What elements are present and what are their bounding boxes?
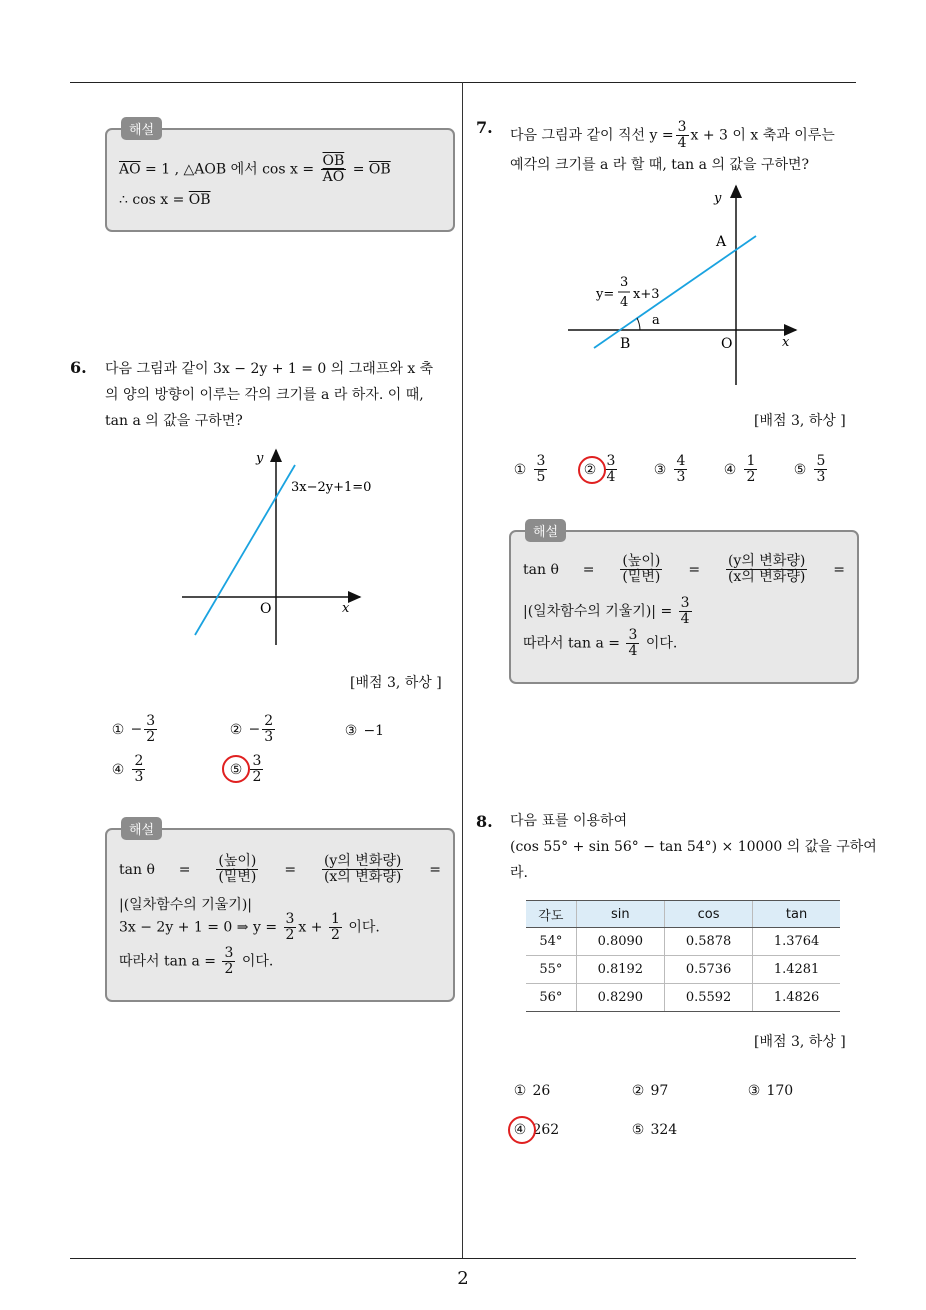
page-number: 2 [457,1268,469,1289]
line-label-num: 3 [620,275,629,290]
option-3[interactable]: ③ −1 [344,723,385,739]
score-label: [배점 3, 하상 ] [350,675,442,691]
explanation-box-q7: 해설 tan θ = $\frac{\text{(높이)}}{\text{(밑변)}}$ = $\frac{\text{(y의 변화량)}}{\text{(x의 변화량)}}$ = |(일차함수의 기울기)| = $\frac{3}{4}$ 따라서 tan a = $\frac{3}{4}$ 이다. [509,530,859,684]
table-row: 54° 0.8090 0.5878 1.3764 [526,928,840,956]
graph-line [195,465,295,635]
table-row: 56° 0.8290 0.5592 1.4826 [526,984,840,1012]
question-number: 7. [476,118,493,137]
question-number: 6. [70,358,87,377]
line-label-suffix: x+3 [633,287,660,302]
option-2[interactable]: ② 97 [631,1083,669,1099]
table-header: tan [753,901,840,928]
explanation-q7-line2: |(일차함수의 기울기)| = $\frac{3}{4}$ [523,595,690,627]
option-5[interactable]: ⑤ $\frac{3}{2}$ [229,753,262,785]
table-header: 각도 [526,901,576,928]
explanation-q5-line1: $\overline{AO} = 1$ , △AOB 에서 cos x = $\frac{\overline{OB}}{AO}$ = $\overline{OB}$ [119,153,391,185]
line-label-den: 4 [620,295,629,310]
option-4[interactable]: ④ $\frac{2}{3}$ [111,753,144,785]
score-label: [배점 3, 하상 ] [754,413,846,429]
explanation-q6-line4: 따라서 tan a = $\frac{3}{2}$ 이다. [119,945,274,977]
explanation-q7-line1: tan θ = $\frac{\text{(높이)}}{\text{(밑변)}}$ = $\frac{\text{(y의 변화량)}}{\text{(x의 변화량)}}$ = [523,553,845,585]
explanation-q6-line2: |(일차함수의 기울기)| [119,897,252,913]
point-b-label: B [620,336,631,352]
x-axis-label: x [782,335,790,350]
option-1[interactable]: ① 26 [513,1083,551,1099]
explanation-tag: 해설 [121,117,162,140]
option-4[interactable]: ④ 262 [513,1122,560,1138]
option-3[interactable]: ③ $\frac{4}{3}$ [653,453,686,485]
question-8-text: 다음 표를 이용하여 (cos 55° + sin 56° − tan 54°) × 10000 의 값을 구하여 라. [510,813,877,881]
q7-graph [560,180,820,395]
table-row: 55° 0.8192 0.5736 1.4281 [526,956,840,984]
question-number: 8. [476,812,493,831]
bottom-rule [70,1258,856,1259]
angle-arc [637,318,640,330]
option-1[interactable]: ① $\frac{3}{5}$ [513,453,546,485]
origin-label: O [260,601,272,617]
fraction: $\frac{\overline{OB}}{AO}$ [322,153,345,185]
table-header: cos [664,901,752,928]
point-a-label: A [716,234,727,250]
line-label-prefix: y= [596,287,615,302]
option-2[interactable]: ② − $\frac{2}{3}$ [229,713,274,745]
y-axis-label: y [256,451,264,466]
q6-graph [170,440,400,650]
column-divider [462,82,463,1258]
option-1[interactable]: ① − $\frac{3}{2}$ [111,713,156,745]
score-label: [배점 3, 하상 ] [754,1034,846,1050]
explanation-box-q6: 해설 tan θ = $\frac{\text{(높이)}}{\text{(밑변)}}$ = $\frac{\text{(y의 변화량)}}{\text{(x의 변화량)}}$ = |(일차함수의 기울기)| 3x − 2y + 1 = 0 ⇒ y = $\frac{3}{2}$ x + $\frac{1}{2}$ 이다. 따라서 tan a = $\frac{3}{2}$ 이다. [105,828,455,1002]
option-2[interactable]: ② $\frac{3}{4}$ [583,453,616,485]
explanation-box-q5 [105,123,455,232]
explanation-q7-line3: 따라서 tan a = $\frac{3}{4}$ 이다. [523,627,678,659]
y-axis-label: y [714,191,722,206]
origin-label: O [721,336,733,352]
option-5[interactable]: ⑤ 324 [631,1122,678,1138]
table-header: sin [576,901,664,928]
answer-marker-ring [222,755,250,783]
option-5[interactable]: ⑤ $\frac{5}{3}$ [793,453,826,485]
x-axis-label: x [342,601,350,616]
line-equation-label: 3x−2y+1=0 [291,480,372,495]
angle-label: a [652,313,660,328]
explanation-q6-line1: tan θ = $\frac{\text{(높이)}}{\text{(밑변)}}$ = $\frac{\text{(y의 변화량)}}{\text{(x의 변화량)}}$ = [119,853,441,885]
option-3[interactable]: ③ 170 [747,1083,794,1099]
question-7-text: 다음 그림과 같이 직선 y = $\frac{3}{4}$ x + 3 이 x 축과 이루는 예각의 크기를 a 라 할 때, tan a 의 값을 구하면? [510,119,835,173]
explanation-q6-line3: 3x − 2y + 1 = 0 ⇒ y = $\frac{3}{2}$ x + $\frac{1}{2}$ 이다. [119,911,380,943]
answer-marker-ring [508,1116,536,1144]
answer-marker-ring [578,456,606,484]
explanation-q5-line2: ∴ $\cos x = \overline{OB}$ [119,192,211,208]
question-6-text: 다음 그림과 같이 3x − 2y + 1 = 0 의 그래프와 x 축 의 양의 방향이 이루는 각의 크기를 a 라 하자. 이 때, tan a 의 값을 구하면? [105,361,434,429]
trig-table [526,900,840,1012]
top-rule [70,82,856,83]
option-4[interactable]: ④ $\frac{1}{2}$ [723,453,756,485]
